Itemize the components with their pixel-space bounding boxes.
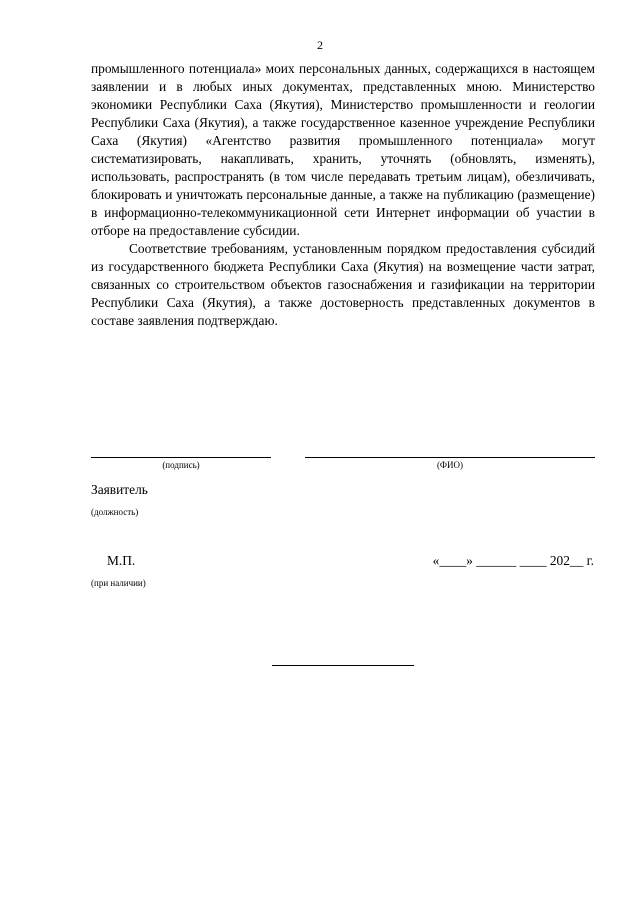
signature-line: [91, 457, 271, 458]
stamp-label: М.П.: [107, 553, 136, 568]
document-body: [91, 60, 595, 330]
stamp-caption: (при наличии): [91, 578, 146, 588]
date-field: «____» ______ ____ 202__ г.: [432, 553, 594, 568]
position-caption: (должность): [91, 507, 139, 517]
signature-caption: (подпись): [162, 460, 200, 470]
fio-line: [305, 457, 595, 458]
fio-caption: (ФИО): [436, 460, 464, 470]
end-separator-line: [272, 665, 414, 666]
confirmation-paragraph: Соответствие требованиям, установленным порядком предоставления субсидий из государственного бюджета Республики Саха (Якутия) на возмещение части затрат, связанных со строительством объектов газоснабжения и газификации на территории Республики Саха (Якутия), а также достоверность представленных документов в составе заявления подтверждаю.: [91, 241, 595, 328]
applicant-label: Заявитель: [91, 482, 148, 497]
page-number: 2: [317, 38, 323, 52]
consent-paragraph: промышленного потенциала» моих персональных данных, содержащихся в настоящем заявлении и в любых иных документах, представленных мною. Министерство экономики Республики Саха (Якутия), Министерство промышленности и геологии Республики Саха (Якутия), а также государственное казенное учреждение Республики Саха (Якутия) «Агентство развития промышленного потенциала» могут систематизировать, накапливать, хранить, уточнять (обновлять, изменять), использовать, распространять (в том числе передавать третьим лицам), обезличивать, блокировать и уничтожать персональные данные, а также на публикацию (размещение) в информационно-телекоммуникационной сети Интернет информации об участии в отборе на предоставление субсидии.: [91, 61, 595, 238]
